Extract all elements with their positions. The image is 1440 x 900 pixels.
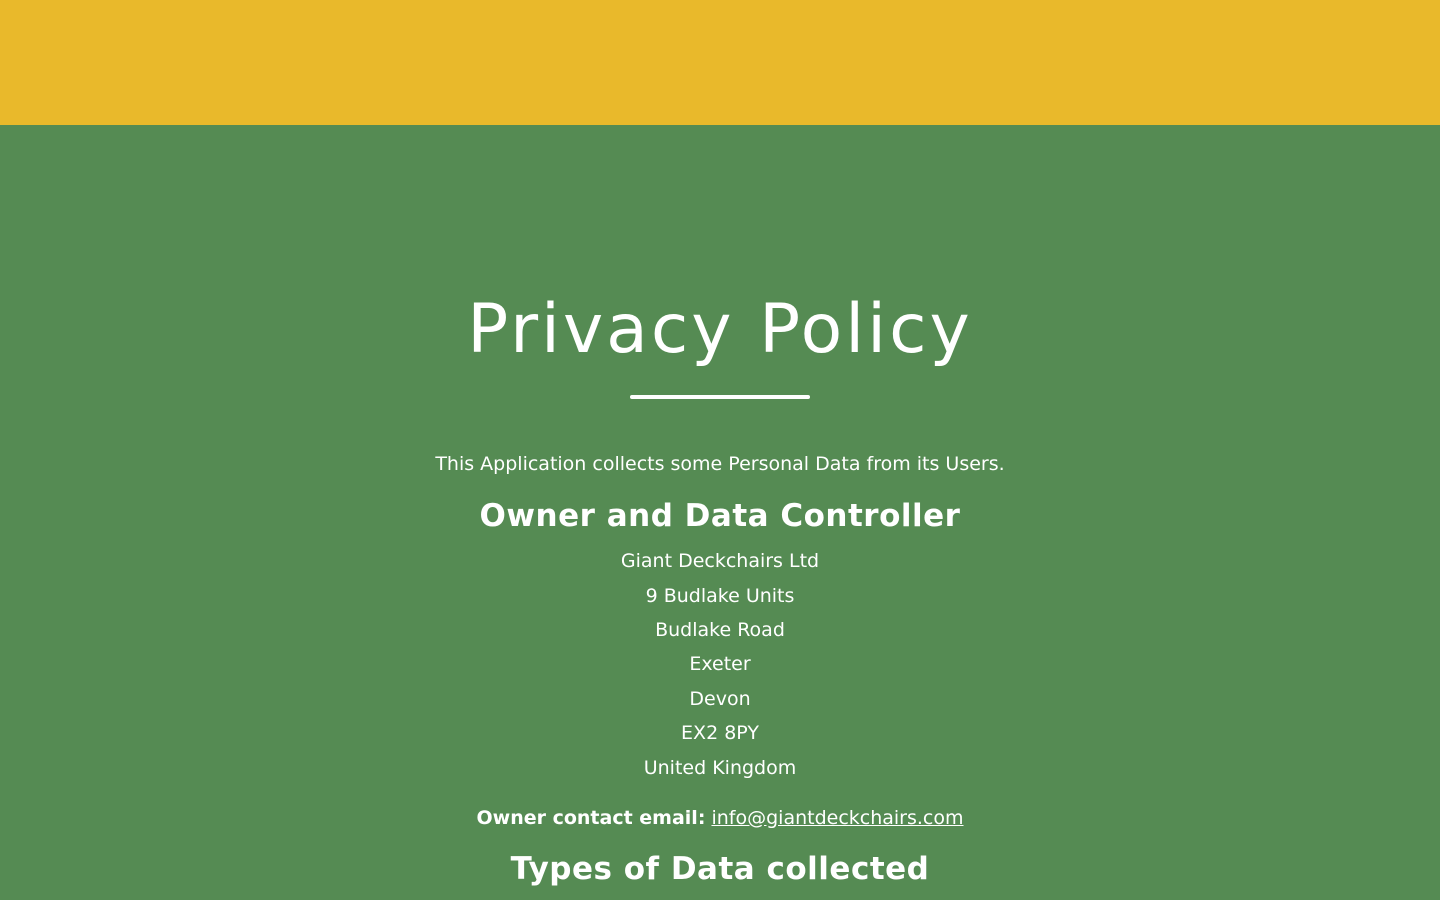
contact-email-label: Owner contact email: [476, 807, 706, 829]
contact-email-link[interactable]: info@giantdeckchairs.com [711, 807, 964, 829]
title-divider [630, 395, 810, 399]
address-line-road: Budlake Road [655, 619, 785, 641]
intro-text: This Application collects some Personal Data from its Users. [435, 453, 1005, 475]
address-line-postcode: EX2 8PY [681, 722, 759, 744]
privacy-policy-content [0, 125, 1440, 900]
address-line-company: Giant Deckchairs Ltd [620, 550, 820, 572]
types-of-data-heading: Types of Data collected [510, 851, 930, 887]
address-line-units: 9 Budlake Units [645, 585, 795, 607]
address-line-country: United Kingdom [643, 757, 797, 779]
owner-contact [0, 804, 1440, 832]
address-line-city: Exeter [689, 653, 751, 675]
owner-section-heading: Owner and Data Controller [479, 498, 961, 534]
address-line-county: Devon [689, 688, 751, 710]
top-header-bar [0, 0, 1440, 125]
page-title: Privacy Policy [467, 290, 973, 369]
